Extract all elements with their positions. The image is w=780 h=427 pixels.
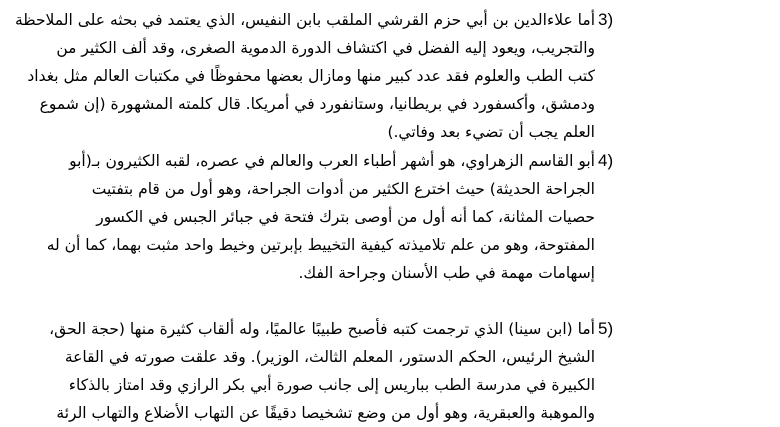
paragraph-ibn-sina [35,315,595,427]
paragraph-line: الكبيرة في مدرسة الطب بباريس إلى جانب صورة أبي بكر الرازي وقد امتاز بالذكاء [68,376,595,394]
paragraph-al-zahrawi [35,147,595,287]
paragraph-line: ودمشق، وأكسفورد في بريطانيا، وستانفورد في أمريكا. قال كلمته المشهورة (إن شموع [39,95,595,113]
paragraph-line: أما علاءالدين بن أبي حزم القرشي الملقب بابن النفيس، الذي يعتمد في بحثه على الملاحظة [14,11,595,29]
paragraph-ibn-al-nafis [14,6,595,146]
item-number: 3) [598,10,614,29]
paragraph-line: حصيات المثانة، كما أنه أول من أوصى بترك فتحة في جبائر الجبس في الكسور [96,208,595,226]
paragraph-line: كتب الطب والعلوم فقد عدد كبير منها ومازال بعضها محفوظًا في مكتبات العالم مثل بغداد [27,67,595,85]
paragraph-line: أما (ابن سينا) الذي ترجمت كتبه فأصبح طبيبًا عالميًا، وله ألقاب كثيرة منها (حجة الحق، [49,320,595,338]
paragraph-line: المفتوحة، وهو من علم تلاميذته كيفية التخييط بإبرتين وخيط واحد مثبت بهما، كما أن له [46,236,595,254]
paragraph-line: أبو القاسم الزهراوي، هو أشهر أطباء العرب والعالم في عصره، لقبه الكثيرون بـ(أبو [69,152,595,170]
paragraph-line: والموهبة والعبقرية، وهو أول من وضع تشخيصا دقيقًا عن التهاب الأضلاع والتهاب الرئة [56,404,595,422]
paragraph-line: إسهامات مهمة في طب الأسنان وجراحة الفك. [298,264,595,282]
item-number: 4) [598,151,614,170]
paragraph-line: والتجريب، ويعود إليه الفضل في اكتشاف الدورة الدموية الصغرى، وقد ألف الكثير من [56,39,595,57]
paragraph-line: الجراحة الحديثة) حيث اخترع الكثير من أدوات الجراحة، وهو أول من قام بتفتيت [91,180,595,198]
item-number: 5) [598,319,614,338]
paragraph-line: الشيخ الرئيس، الحكم الدستور، المعلم الثالث، الوزير). وقد علقت صورته في القاعة [64,348,595,366]
paragraph-line: العلم يجب أن تضيء بعد وفاتي.) [387,123,595,141]
